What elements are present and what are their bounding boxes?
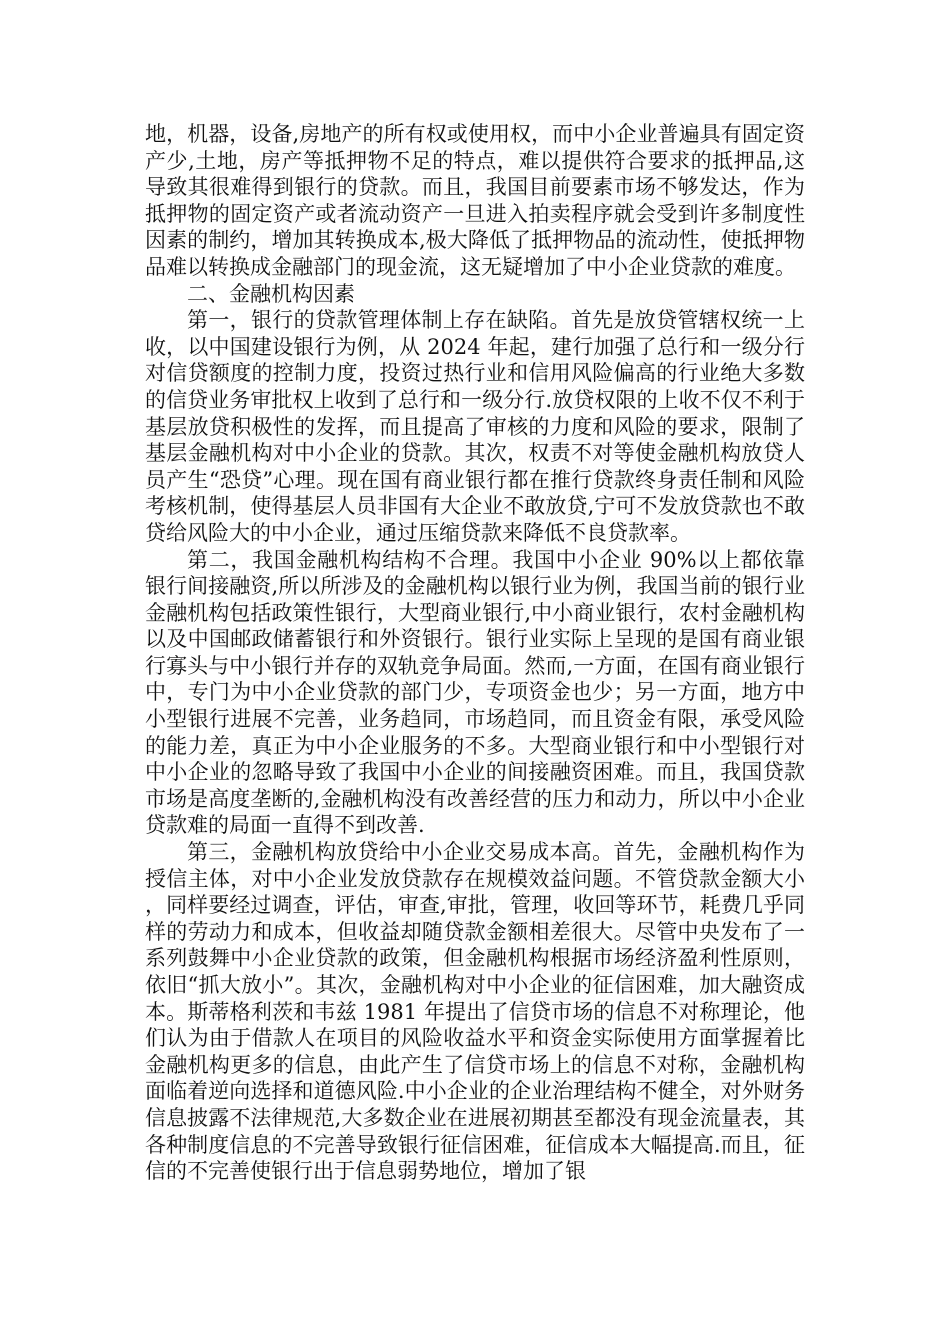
paragraph-collateral: 地，机器，设备,房地产的所有权或使用权，而中小企业普遍具有固定资产少,土地，房产等抵押物不足的特点，难以提供符合要求的抵押品,这导致其很难得到银行的贷款。而且，我国目前要素市场不够发达，作为抵押物的固定资产或者流动资产一旦进入拍卖程序就会受到许多制度性因素的制约，增加其转换成本,极大降低了抵押物品的流动性，使抵押物品难以转换成金融部门的现金流，这无疑增加了中小企业贷款的难度。 [145,122,805,279]
paragraph-second-point: 第二，我国金融机构结构不合理。我国中小企业 90%以上都依靠银行间接融资,所以所涉及的金融机构以银行业为例，我国当前的银行业金融机构包括政策性银行，大型商业银行,中小商业银行，农村金融机构以及中国邮政储蓄银行和外资银行。银行业实际上呈现的是国有商业银行寡头与中小银行并存的双轨竞争局面。然而,一方面，在国有商业银行中，专门为中小企业贷款的部门少，专项资金也少；另一方面，地方中小型银行进展不完善，业务趋同，市场趋同，而且资金有限，承受风险的能力差，真正为中小企业服务的不多。大型商业银行和中小型银行对中小企业的忽略导致了我国中小企业的间接融资困难。而且，我国贷款市场是高度垄断的,金融机构没有改善经营的压力和动力，所以中小企业贷款难的局面一直得不到改善. [145,547,805,838]
paragraph-first-point: 第一，银行的贷款管理体制上存在缺陷。首先是放贷管辖权统一上收，以中国建设银行为例，从 2024 年起，建行加强了总行和一级分行对信贷额度的控制力度，投资过热行业和信用风险偏高的行业绝大多数的信贷业务审批权上收到了总行和一级分行.放贷权限的上收不仅不利于基层放贷积极性的发挥，而且提高了审核的力度和风险的要求，限制了基层金融机构对中小企业的贷款。其次，权责不对等使金融机构放贷人员产生“恐贷”心理。现在国有商业银行都在推行贷款终身责任制和风险考核机制，使得基层人员非国有大企业不敢放贷,宁可不发放贷款也不敢贷给风险大的中小企业，通过压缩贷款来降低不良贷款率。 [145,308,805,545]
paragraph-third-point: 第三，金融机构放贷给中小企业交易成本高。首先，金融机构作为授信主体，对中小企业发放贷款存在规模效益问题。不管贷款金额大小，同样要经过调查，评估，审查,审批，管理，收回等环节，耗费几乎同样的劳动力和成本，但收益却随贷款金额相差很大。尽管中央发布了一系列鼓舞中小企业贷款的政策，但金融机构根据市场经济盈利性原则，依旧“抓大放小”。其次，金融机构对中小企业的征信困难，加大融资成本。斯蒂格利茨和韦兹 1981 年提出了信贷市场的信息不对称理论，他们认为由于借款人在项目的风险收益水平和资金实际使用方面掌握着比金融机构更多的信息，由此产生了信贷市场上的信息不对称，金融机构面临着逆向选择和道德风险.中小企业的企业治理结构不健全，对外财务信息披露不法律规范,大多数企业在进展初期甚至都没有现金流量表，其各种制度信息的不完善导致银行征信困难，征信成本大幅提高.而且，征信的不完善使银行出于信息弱势地位，增加了银 [145,840,805,1184]
section-heading: 二、金融机构因素 [187,281,355,306]
document-page [145,121,805,1185]
